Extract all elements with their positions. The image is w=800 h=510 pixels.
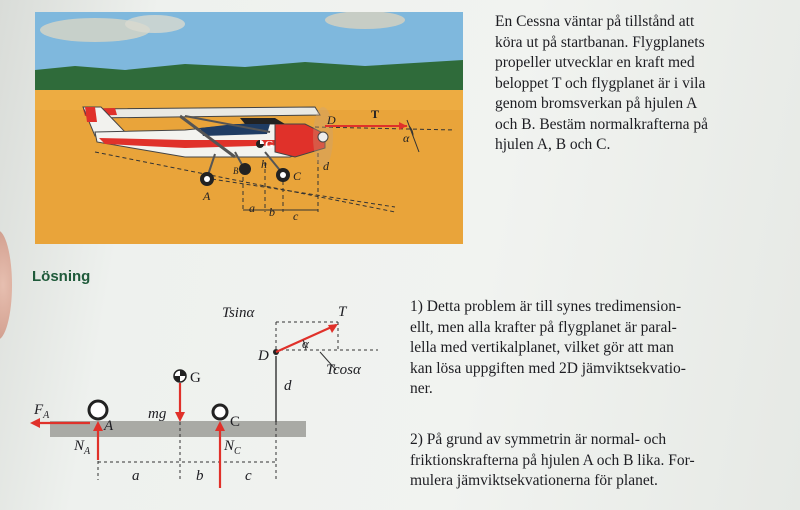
photo-label-a-wheel: A xyxy=(203,189,211,203)
problem-text: En Cessna väntar på tillstånd att köra ut på startbanan. Flygplanets propeller utvecklar en kraft med beloppet T och flygplanet är i vila genom bromsverkan på hjulen A och B. Bestäm normalkrafterna på hjulen A, B och C. xyxy=(495,13,709,153)
wheel-c xyxy=(213,405,227,419)
solution-step-2 xyxy=(410,430,770,492)
label-tcosa: Tcosα xyxy=(326,362,361,378)
photo-label-a-dim: a xyxy=(249,201,255,215)
label-fa: $F_A$ xyxy=(34,402,50,421)
solution-step-1 xyxy=(410,297,770,400)
label-d-point: D xyxy=(258,348,269,364)
label-c-point: C xyxy=(230,414,241,430)
label-tsina: Tsinα xyxy=(222,305,255,321)
cessna-photo xyxy=(35,12,463,244)
label-a-dim: a xyxy=(132,468,140,484)
photo-label-alpha: α xyxy=(403,131,410,145)
label-t: T xyxy=(338,304,347,320)
photo-label-t: T xyxy=(371,107,380,121)
photo-label-h: h xyxy=(261,157,267,171)
label-mg: mg xyxy=(148,406,167,422)
label-b-dim: b xyxy=(196,468,204,484)
wheel-a xyxy=(89,401,107,419)
photo-label-g: G xyxy=(265,139,274,151)
label-na: $N_A$ xyxy=(74,438,91,457)
photo-label-c: C xyxy=(293,169,302,183)
free-body-diagram xyxy=(20,290,390,505)
step-2-text: 2) På grund av symmetrin är normal- och friktionskrafterna på hjulen A och B lika. For- mulera jämviktsekvationerna för planet. xyxy=(410,431,695,489)
label-alpha: α xyxy=(302,336,309,351)
photo-label-d-dim: d xyxy=(323,159,329,173)
photo-label-b-wheel: B xyxy=(233,166,239,176)
photo-label-b-dim: b xyxy=(269,205,275,219)
label-g: G xyxy=(190,370,201,386)
label-nc: $N_C$ xyxy=(224,438,241,457)
problem-statement xyxy=(495,12,765,156)
photo-label-d-point: D xyxy=(327,113,336,127)
photo-label-c-dim: c xyxy=(293,209,299,223)
thumb xyxy=(0,230,12,340)
label-a-point: A xyxy=(104,418,114,434)
label-d-dim: d xyxy=(284,378,292,394)
label-c-dim: c xyxy=(245,468,252,484)
step-1-text: 1) Detta problem är till synes tredimension- ellt, men alla krafter på flygplanet är paral- lella med vertikalplanet, vilket gör att man kan lösa uppgiften med 2D jämviktsekvatio- ner. xyxy=(410,298,686,397)
solution-heading: Lösning xyxy=(32,268,91,285)
